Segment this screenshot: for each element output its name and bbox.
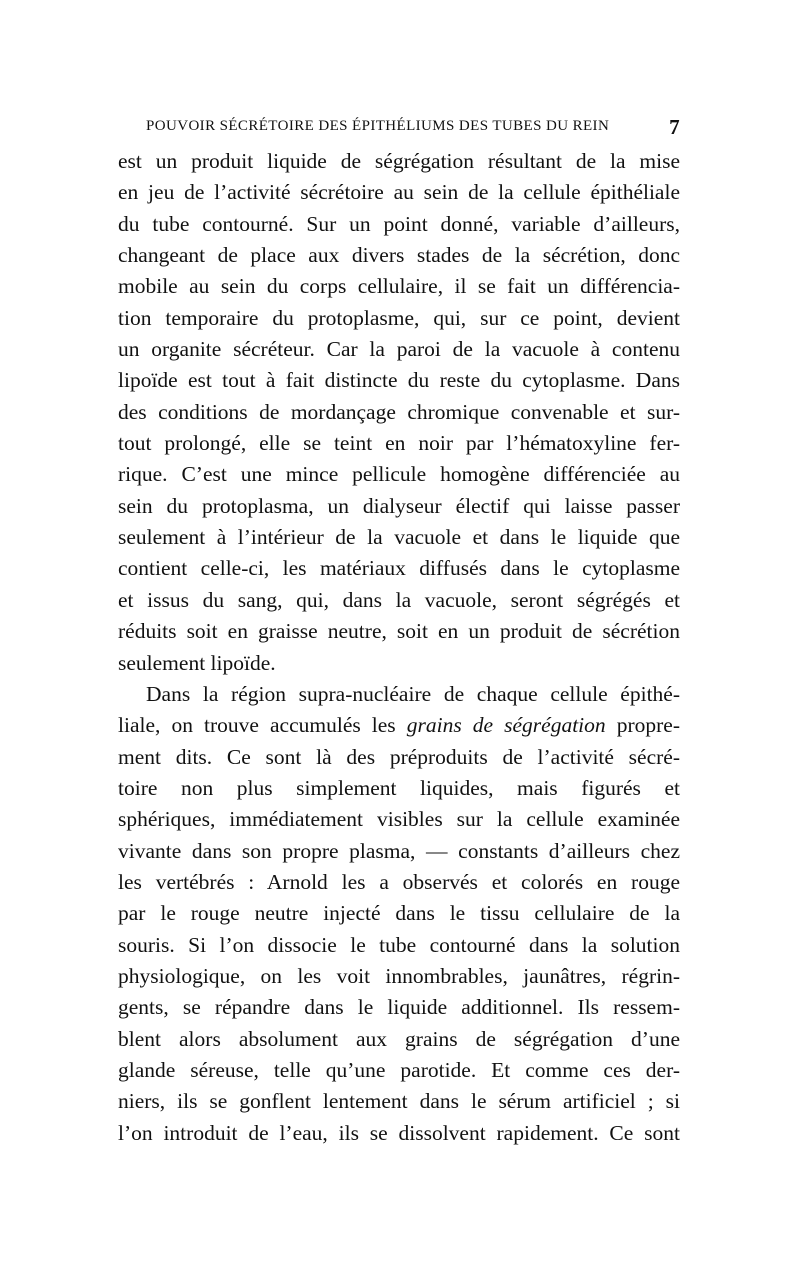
text-line: rique. C’est une mince pellicule homogène différenciée au: [118, 462, 680, 487]
text-line: ment dits. Ce sont là des préproduits de l’activité sécré-: [118, 744, 680, 769]
text-line: du tube contourné. Sur un point donné, variable d’ailleurs,: [118, 211, 680, 236]
text-line: est un produit liquide de ségrégation résultant de la mise: [118, 149, 680, 173]
text-line: un organite sécréteur. Car la paroi de la vacuole à contenu: [118, 337, 680, 362]
text-line: par le rouge neutre injecté dans le tissu cellulaire de la: [118, 901, 680, 926]
text-line: changeant de place aux divers stades de la sécrétion, donc: [118, 243, 680, 268]
paragraph-first-line: Dans la région supra-nucléaire de chaque cellule épithé-: [146, 681, 680, 706]
text-line: l’on introduit de l’eau, ils se dissolvent rapidement. Ce sont: [118, 1120, 680, 1145]
page-number: 7: [669, 115, 680, 139]
text-line: contient celle-ci, les matériaux diffusés dans le cytoplasme: [118, 556, 680, 581]
text-line: tion temporaire du protoplasme, qui, sur ce point, devient: [118, 305, 680, 330]
text-line: gents, se répandre dans le liquide additionnel. Ils ressem-: [118, 995, 680, 1020]
text-line: lipoïde est tout à fait distincte du reste du cytoplasme. Dans: [118, 368, 680, 393]
text-line: souris. Si l’on dissocie le tube contourné dans la solution: [118, 932, 680, 957]
text-line: des conditions de mordançage chromique convenable et sur-: [118, 399, 680, 424]
text-line: blent alors absolument aux grains de ségrégation d’une: [118, 1026, 680, 1051]
text-line: mobile au sein du corps cellulaire, il se fait un différencia-: [118, 274, 680, 299]
text-line: vivante dans son propre plasma, — constants d’ailleurs chez: [118, 838, 680, 863]
text-line: réduits soit en graisse neutre, soit en un produit de sécrétion: [118, 619, 680, 644]
running-head: [118, 115, 680, 142]
text-line: glande séreuse, telle qu’une parotide. Et comme ces der-: [118, 1057, 680, 1082]
running-title: POUVOIR SÉCRÉTOIRE DES ÉPITHÉLIUMS DES TUBES DU REIN: [146, 118, 610, 134]
text-line: sphériques, immédiatement visibles sur la cellule examinée: [118, 807, 680, 832]
italic-term: grains de ségrégation: [406, 713, 606, 738]
text-fragment: liale, on trouve accumulés les: [118, 713, 407, 738]
body-text: [118, 146, 680, 1149]
text-line: en jeu de l’activité sécrétoire au sein de la cellule épithéliale: [118, 180, 680, 205]
text-line: toire non plus simplement liquides, mais figurés et: [118, 775, 680, 800]
text-line: et issus du sang, qui, dans la vacuole, seront ségrégés et: [118, 587, 680, 612]
text-line: physiologique, on les voit innombrables, jaunâtres, régrin-: [118, 963, 680, 988]
text-line: seulement à l’intérieur de la vacuole et dans le liquide que: [118, 525, 680, 550]
text-line: niers, ils se gonflent lentement dans le sérum artificiel ; si: [118, 1089, 680, 1114]
text-line: sein du protoplasma, un dialyseur électif qui laisse passer: [118, 493, 680, 518]
text-line: tout prolongé, elle se teint en noir par l’hématoxyline fer-: [118, 431, 680, 456]
paragraph-end-line: seulement lipoïde.: [118, 650, 276, 675]
text-fragment: propre-: [605, 713, 680, 738]
text-line-with-italic: [118, 710, 680, 741]
text-line: les vertébrés : Arnold les a observés et colorés en rouge: [118, 869, 680, 894]
